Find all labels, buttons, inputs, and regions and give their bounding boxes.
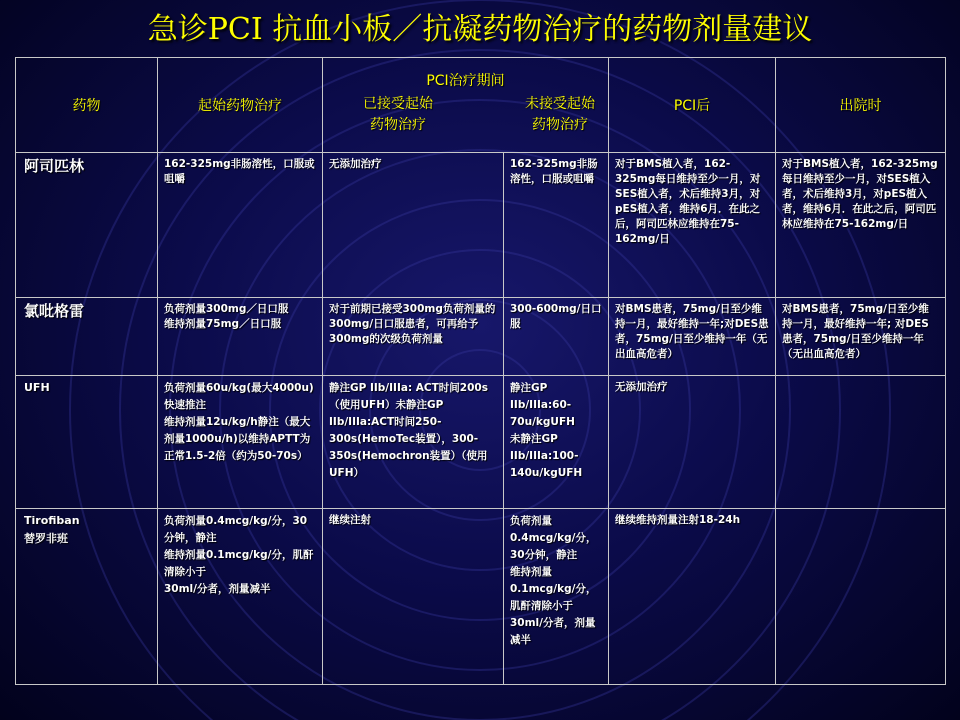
not-received-cell: 静注GP IIb/IIIa:60-70u/kgUFH 未静注GP IIb/IIIa:100-140u/kgUFH bbox=[504, 376, 609, 509]
header-discharge: 出院时 bbox=[776, 58, 946, 153]
initial-cell: 负荷剂量0.4mcg/kg/分，30分钟，静注 维持剂量0.1mcg/kg/分，肌酐清除小于 30ml/分者，剂量减半 bbox=[158, 509, 323, 685]
discharge-cell bbox=[776, 509, 946, 685]
drug-name: 氯吡格雷 bbox=[16, 298, 158, 376]
not-received-cell: 162-325mg非肠溶性，口服或咀嚼 bbox=[504, 153, 609, 298]
header-received: 已接受起始 药物治疗 bbox=[363, 96, 433, 133]
initial-cell: 162-325mg非肠溶性，口服或咀嚼 bbox=[158, 153, 323, 298]
received-cell: 对于前期已接受300mg负荷剂量的300mg/日口服患者，可再给予300mg的次级负荷剂量 bbox=[323, 298, 504, 376]
dosage-table bbox=[15, 57, 946, 685]
drug-name: UFH bbox=[16, 376, 158, 509]
table-row bbox=[16, 509, 946, 685]
after-pci-cell: 对BMS患者，75mg/日至少维持一月，最好维持一年;对DES患者，75mg/日至少维持一年（无出血高危者） bbox=[609, 298, 776, 376]
not-received-cell: 负荷剂量0.4mcg/kg/分，30分钟，静注 维持剂量0.1mcg/kg/分，肌酐清除小于 30ml/分者，剂量减半 bbox=[504, 509, 609, 685]
header-pci-period bbox=[323, 58, 609, 153]
discharge-cell bbox=[776, 376, 946, 509]
not-received-cell: 300-600mg/日口服 bbox=[504, 298, 609, 376]
header-row bbox=[16, 58, 946, 153]
initial-cell: 负荷剂量300mg／日口服 维持剂量75mg／日口服 bbox=[158, 298, 323, 376]
after-pci-cell: 无添加治疗 bbox=[609, 376, 776, 509]
drug-name: Tirofiban 替罗非班 bbox=[16, 509, 158, 685]
slide-title: 急诊PCI 抗血小板／抗凝药物治疗的药物剂量建议 bbox=[147, 12, 813, 47]
received-cell: 继续注射 bbox=[323, 509, 504, 685]
after-pci-cell: 对于BMS植入者，162-325mg每日维持至少一月，对SES植入者，术后维持3月，对pES植入者，维持6月．在此之后，阿司匹林应维持在75-162mg/日 bbox=[609, 153, 776, 298]
received-cell: 无添加治疗 bbox=[323, 153, 504, 298]
drug-name: 阿司匹林 bbox=[16, 153, 158, 298]
table-row bbox=[16, 298, 946, 376]
discharge-cell: 对于BMS植入者，162-325mg每日维持至少一月，对SES植入者，术后维持3月，对pES植入者，维持6月．在此之后，阿司匹林应维持在75-162mg/日 bbox=[776, 153, 946, 298]
header-pci-period-title: PCI治疗期间 bbox=[426, 73, 505, 89]
table-row bbox=[16, 153, 946, 298]
header-drug: 药物 bbox=[16, 58, 158, 153]
after-pci-cell: 继续维持剂量注射18-24h bbox=[609, 509, 776, 685]
header-initial: 起始药物治疗 bbox=[158, 58, 323, 153]
header-not-received: 未接受起始 药物治疗 bbox=[525, 96, 595, 133]
received-cell: 静注GP IIb/IIIa: ACT时间200s（使用UFH）未静注GP IIb/IIIa:ACT时间250-300s(HemoTec装置），300-350s(Hemochron装置）（使用UFH） bbox=[323, 376, 504, 509]
header-after-pci: PCI后 bbox=[609, 58, 776, 153]
table-row bbox=[16, 376, 946, 509]
initial-cell: 负荷剂量60u/kg(最大4000u)快速推注 维持剂量12u/kg/h静注（最大剂量1000u/h)以维持APTT为正常1.5-2倍（约为50-70s） bbox=[158, 376, 323, 509]
discharge-cell: 对BMS患者，75mg/日至少维持一月，最好维持一年; 对DES患者，75mg/日至少维持一年（无出血高危者） bbox=[776, 298, 946, 376]
